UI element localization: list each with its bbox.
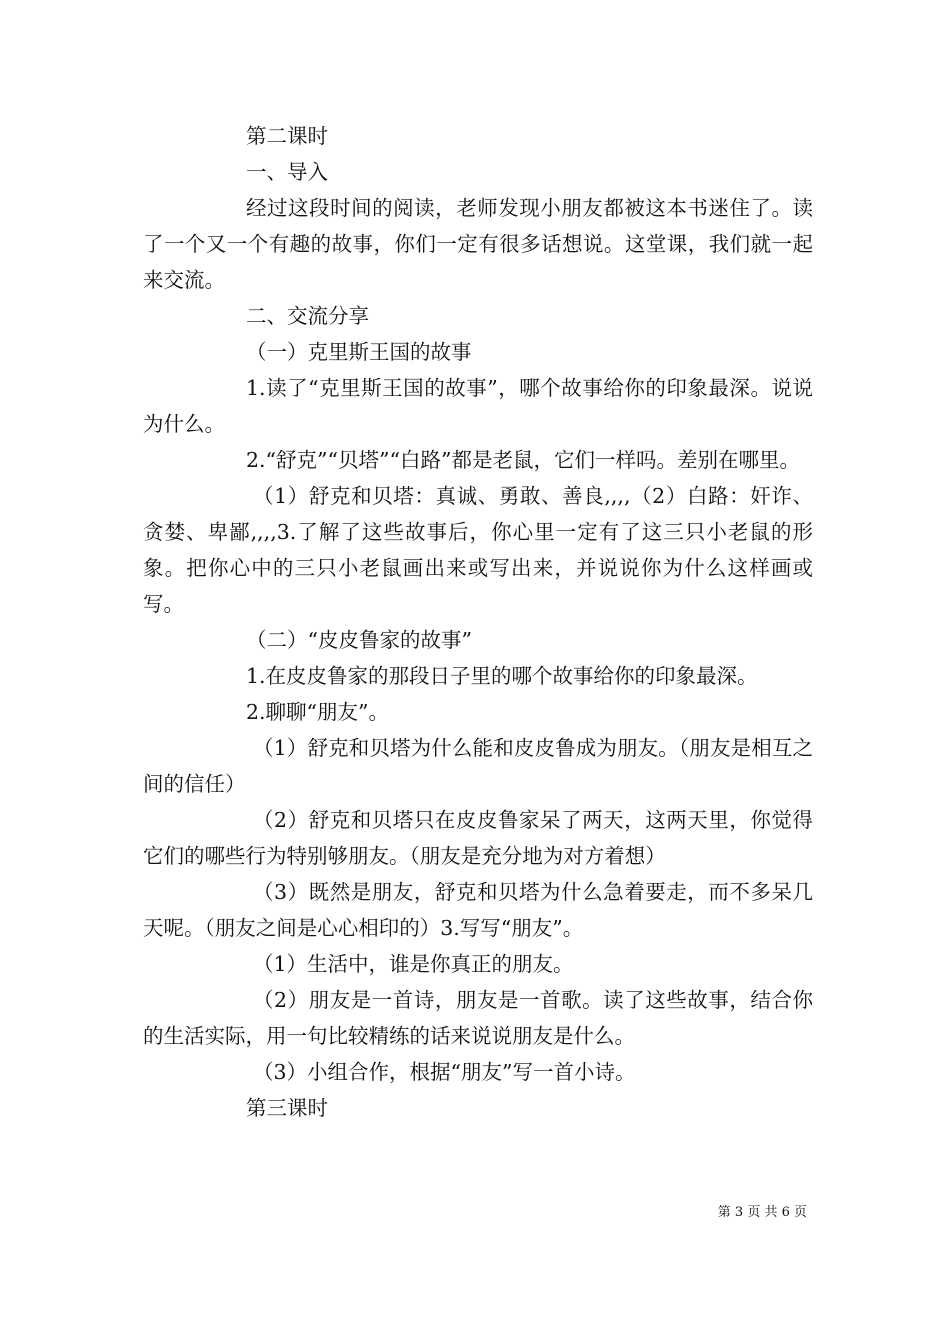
subheading-intro: 一、导入 — [246, 160, 328, 184]
paragraph-write-friends-1: （1）生活中，谁是你真正的朋友。 — [253, 952, 574, 976]
page-footer — [0, 1203, 950, 1223]
paragraph-intro-text: 经过这段时间的阅读，老师发现小朋友都被这本书迷住了。读了一个又一个有趣的故事，你们一定有很多话想说。这堂课，我们就一起来交流。 — [143, 196, 813, 292]
subheading-kingdom-story: （一）克里斯王国的故事 — [246, 340, 472, 364]
document-body — [143, 118, 813, 1126]
paragraph-friends-3: （3）既然是朋友，舒克和贝塔为什么急着要走，而不多呆几天呢。（朋友之间是心心相印的）3.写写“朋友”。 — [143, 880, 813, 940]
paragraph-friends-1: （1）舒克和贝塔为什么能和皮皮鲁成为朋友。（朋友是相互之间的信任） — [143, 736, 813, 796]
paragraph-friends-2: （2）舒克和贝塔只在皮皮鲁家呆了两天，这两天里，你觉得它们的哪些行为特别够朋友。（朋友是充分地为对方着想） — [143, 808, 813, 868]
paragraph-question-2: 2.“舒克”“贝塔”“白路”都是老鼠，它们一样吗。差别在哪里。 — [246, 448, 800, 472]
paragraph-pipilu-question-1: 1.在皮皮鲁家的那段日子里的哪个故事给你的印象最深。 — [246, 664, 758, 688]
paragraph-question-1: 1.读了“克里斯王国的故事”，哪个故事给你的印象最深。说说为什么。 — [143, 376, 813, 436]
page-number: 第 3 页 共 6 页 — [717, 1205, 807, 1220]
paragraph-write-friends-3: （3）小组合作，根据“朋友”写一首小诗。 — [253, 1060, 636, 1084]
subheading-sharing: 二、交流分享 — [246, 304, 369, 328]
section-heading-lesson-3: 第三课时 — [246, 1096, 328, 1120]
subheading-pipilu-story: （二）“皮皮鲁家的故事” — [246, 628, 472, 652]
paragraph-write-friends-2: （2）朋友是一首诗，朋友是一首歌。读了这些故事，结合你的生活实际，用一句比较精练的话来说说朋友是什么。 — [143, 988, 813, 1048]
paragraph-chat-friends: 2.聊聊“朋友”。 — [246, 700, 390, 724]
section-heading-lesson-2: 第二课时 — [246, 124, 328, 148]
paragraph-mice-traits: （1）舒克和贝塔：真诚、勇敢、善良,,,,（2）白路：奸诈、贪婪、卑鄙,,,,3.了解了这些故事后，你心里一定有了这三只小老鼠的形象。把你心中的三只小老鼠画出来或写出来，并说说你为什么这样画或写。 — [143, 484, 813, 616]
